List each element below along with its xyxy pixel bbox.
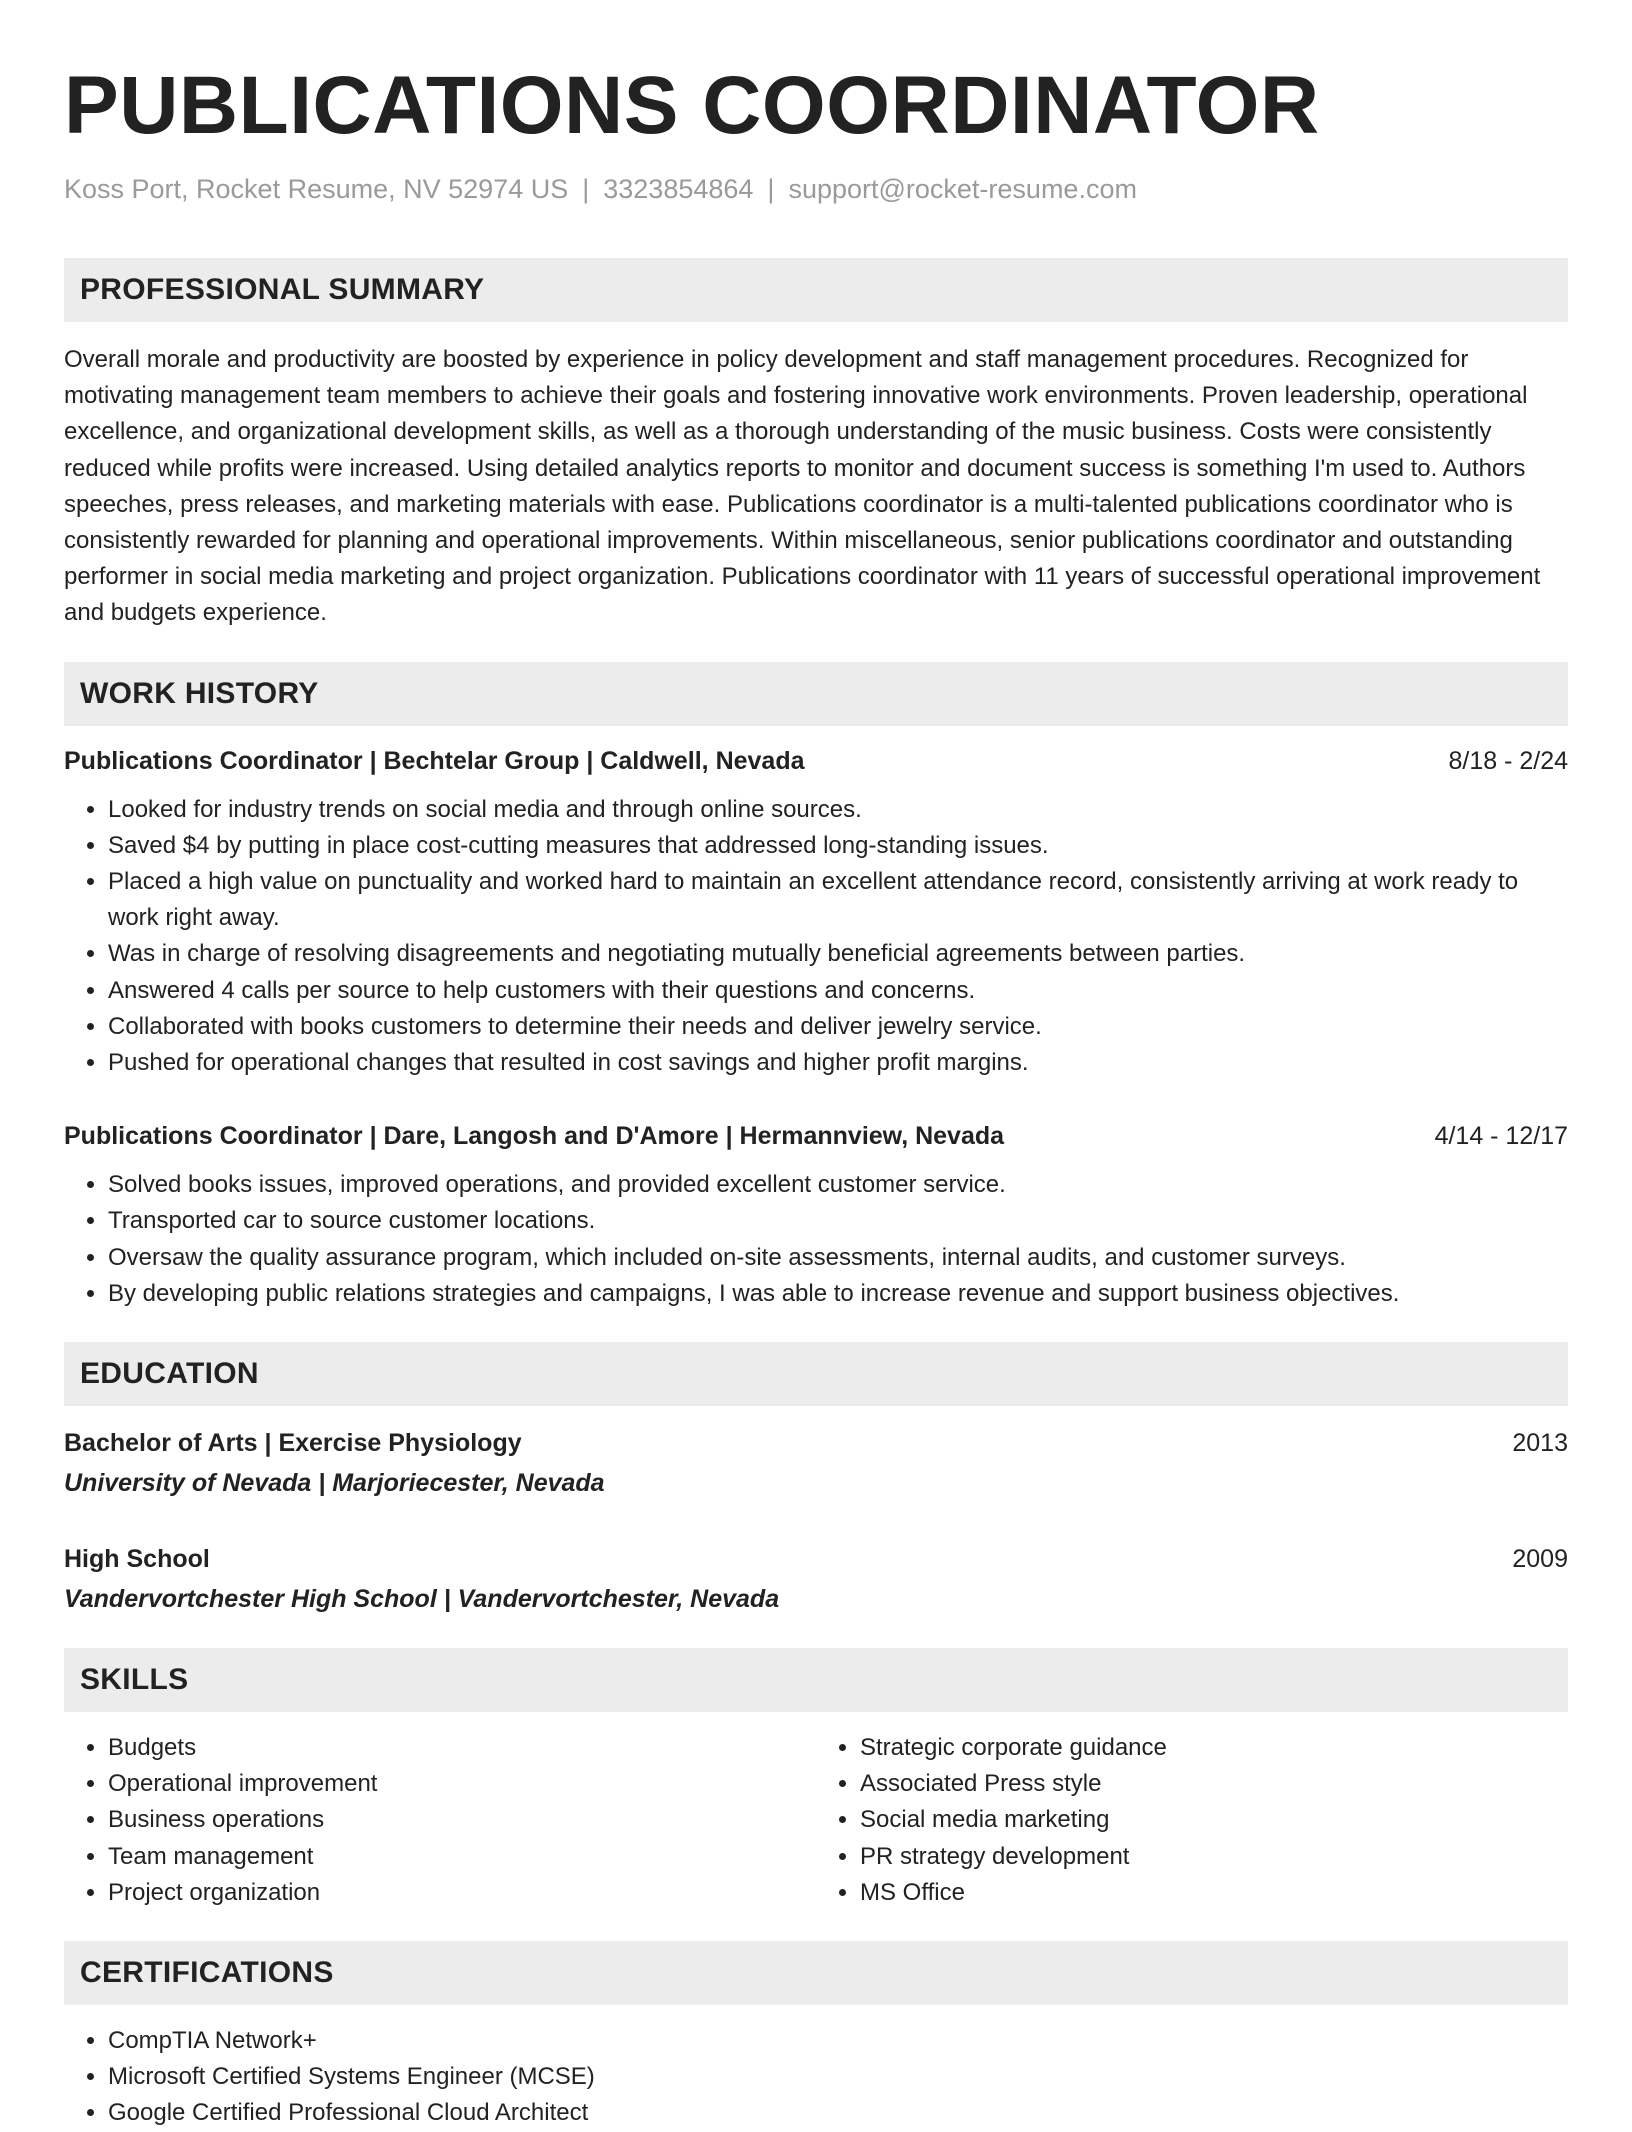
education-school: University of Nevada | Marjoriecester, Nevada <box>64 1469 605 1498</box>
job-bullet: • Solved books issues, improved operations, and provided excellent customer service. <box>108 1167 1568 1203</box>
certifications-list <box>64 2023 1568 2132</box>
skill-item: • Team management <box>108 1839 816 1875</box>
skill-item: • MS Office <box>860 1875 1568 1911</box>
job-bullet: • Was in charge of resolving disagreements and negotiating mutually beneficial agreements between parties. <box>108 936 1568 972</box>
contact-separator: | <box>582 174 590 204</box>
job-title: Publications Coordinator | Dare, Langosh and D'Amore | Hermannview, Nevada <box>64 1122 1005 1151</box>
certification-item: • CompTIA Network+ <box>108 2023 1568 2059</box>
education-header <box>64 1426 1568 1460</box>
contact-line <box>64 172 1568 206</box>
summary-heading: PROFESSIONAL SUMMARY <box>64 258 1568 322</box>
certification-item: • Google Certified Professional Cloud Architect <box>108 2095 1568 2131</box>
job-bullet: • Saved $4 by putting in place cost-cutting measures that addressed long-standing issues. <box>108 828 1568 864</box>
resume-name: PUBLICATIONS COORDINATOR <box>64 60 1320 151</box>
education-school: Vandervortchester High School | Vandervortchester, Nevada <box>64 1585 780 1614</box>
job-dates: 8/18 - 2/24 <box>1448 746 1568 775</box>
skill-item: • Strategic corporate guidance <box>860 1730 1568 1766</box>
job-dates: 4/14 - 12/17 <box>1434 1122 1568 1151</box>
work-history-section <box>64 662 1568 1312</box>
skills-section <box>64 1648 1568 1911</box>
certification-item: • Microsoft Certified Systems Engineer (MCSE) <box>108 2059 1568 2095</box>
education-year: 2009 <box>1512 1545 1568 1574</box>
job-bullet: • By developing public relations strategies and campaigns, I was able to increase revenue and support business objectives. <box>108 1276 1568 1312</box>
job-title: Publications Coordinator | Bechtelar Group | Caldwell, Nevada <box>64 746 805 775</box>
education-entry <box>64 1542 1568 1616</box>
contact-phone: 3323854864 <box>603 174 754 204</box>
summary-section <box>64 258 1568 632</box>
education-year: 2013 <box>1512 1429 1568 1458</box>
job-header <box>64 1119 1568 1153</box>
skills-heading: SKILLS <box>64 1648 1568 1712</box>
education-degree: High School <box>64 1545 210 1574</box>
job-entry <box>64 1119 1568 1312</box>
skill-item: • PR strategy development <box>860 1839 1568 1875</box>
skill-item: • Budgets <box>108 1730 816 1766</box>
skills-column-left <box>64 1730 816 1911</box>
skills-columns <box>64 1730 1568 1911</box>
certifications-section <box>64 1941 1568 2132</box>
job-entry <box>64 744 1568 1082</box>
skill-item: • Operational improvement <box>108 1766 816 1802</box>
job-bullet: • Collaborated with books customers to determine their needs and deliver jewelry service. <box>108 1009 1568 1045</box>
job-bullet: • Pushed for operational changes that resulted in cost savings and higher profit margins. <box>108 1045 1568 1081</box>
job-bullets <box>64 792 1568 1082</box>
skills-column-right <box>816 1730 1568 1911</box>
work-history-heading: WORK HISTORY <box>64 662 1568 726</box>
summary-text: Overall morale and productivity are boosted by experience in policy development and staff management procedures. Recognized for motivating management team members to achieve their goals and fostering innovative work environments. Proven leadership, operational excellence, and organizational development skills, as well as a thorough understanding of the music business. Costs were consistently reduced while profits were increased. Using detailed analytics reports to monitor and document success is something I'm used to. Authors speeches, press releases, and marketing materials with ease. Publications coordinator is a multi-talented publications coordinator who is consistently rewarded for planning and operational improvements. Within miscellaneous, senior publications coordinator and outstanding performer in social media marketing and project organization. Publications coordinator with 11 years of successful operational improvement and budgets experience. <box>64 346 1541 627</box>
job-bullet: • Answered 4 calls per source to help customers with their questions and concerns. <box>108 973 1568 1009</box>
contact-email: support@rocket-resume.com <box>788 174 1137 204</box>
job-bullets <box>64 1167 1568 1312</box>
education-section <box>64 1342 1568 1616</box>
job-header <box>64 744 1568 778</box>
job-bullet: • Looked for industry trends on social media and through online sources. <box>108 792 1568 828</box>
job-bullet: • Transported car to source customer locations. <box>108 1203 1568 1239</box>
education-heading: EDUCATION <box>64 1342 1568 1406</box>
certifications-heading: CERTIFICATIONS <box>64 1941 1568 2005</box>
contact-address: Koss Port, Rocket Resume, NV 52974 US <box>64 174 569 204</box>
job-bullet: • Placed a high value on punctuality and worked hard to maintain an excellent attendance record, consistently arriving at work ready to work right away. <box>108 864 1568 936</box>
education-header <box>64 1542 1568 1576</box>
skill-item: • Business operations <box>108 1802 816 1838</box>
skill-item: • Project organization <box>108 1875 816 1911</box>
skill-item: • Social media marketing <box>860 1802 1568 1838</box>
skill-item: • Associated Press style <box>860 1766 1568 1802</box>
contact-separator: | <box>767 174 775 204</box>
education-degree: Bachelor of Arts | Exercise Physiology <box>64 1429 522 1458</box>
education-entry <box>64 1426 1568 1500</box>
job-bullet: • Oversaw the quality assurance program, which included on-site assessments, internal audits, and customer surveys. <box>108 1240 1568 1276</box>
